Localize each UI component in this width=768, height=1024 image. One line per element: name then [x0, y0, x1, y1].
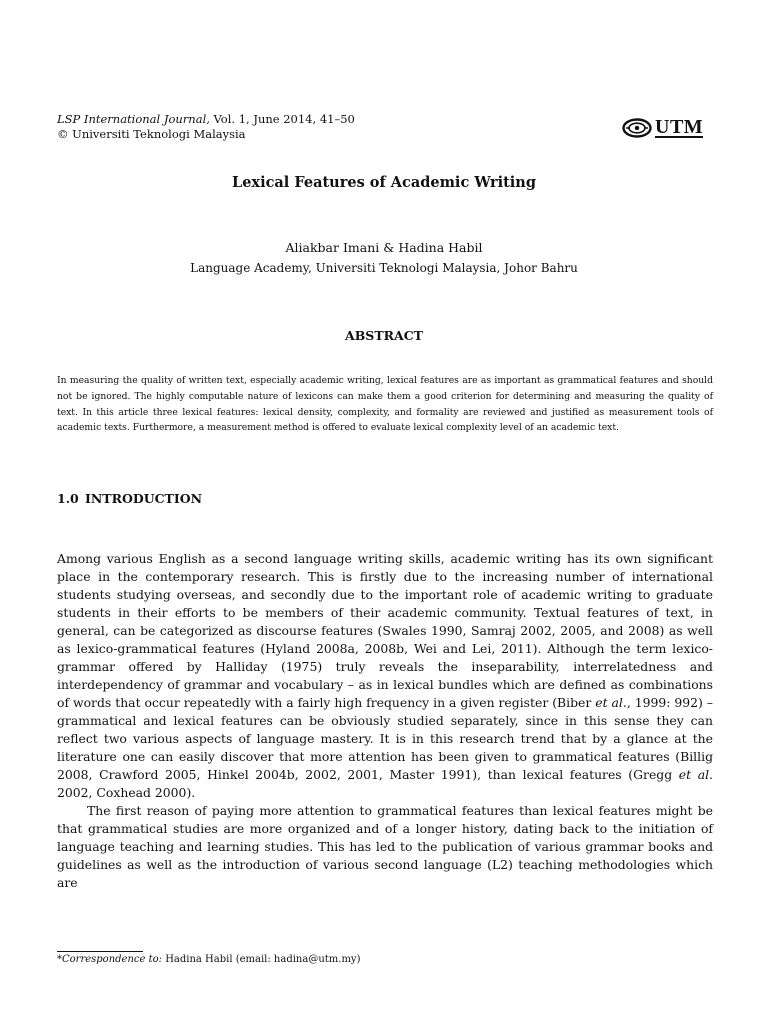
footnote-text: Hadina Habil (email: hadina@utm.my) — [162, 954, 361, 965]
journal-citation — [57, 112, 355, 142]
paragraph-2: The first reason of paying more attention to grammatical features than lexical features might be that grammatical studies are more organized and of a longer history, dating back to the initiation of language teaching and learning studies. This has led to the publication of various grammar books and guidelines as well as the introduction of various second language (L2) teaching methodologies which are — [57, 803, 713, 890]
footnote — [57, 954, 360, 965]
section-heading — [57, 491, 202, 506]
abstract-text: In measuring the quality of written text, especially academic writing, lexical features are as important as grammatical features and should not be ignored. The highly computable nature of lexicons can make them a good criterion for determining and measuring the quality of text. In this article three lexical features: lexical density, complexity, and formality are reviewed and justified as measurement tools of academic texts. Furthermore, a measurement method is offered to evaluate lexical complexity level of an academic text. — [57, 375, 713, 434]
utm-logo — [622, 118, 703, 138]
paragraph-1-part-c: 2002, Coxhead 2000). — [57, 785, 196, 800]
footnote-label: *Correspondence to: — [57, 954, 163, 965]
introduction-body — [57, 550, 713, 892]
et-al-italic: et al. — [595, 695, 627, 710]
affiliation: Language Academy, Universiti Teknologi Malaysia, Johor Bahru — [190, 261, 578, 275]
journal-line — [57, 112, 355, 127]
journal-details: Vol. 1, June 2014, 41–50 — [209, 112, 355, 126]
journal-name: LSP International Journal, — [57, 112, 210, 126]
footnote-rule — [57, 951, 143, 952]
utm-crest-icon — [622, 118, 652, 138]
abstract-heading: ABSTRACT — [345, 328, 423, 343]
authors: Aliakbar Imani & Hadina Habil — [285, 240, 483, 255]
section-title: INTRODUCTION — [85, 491, 203, 506]
paper-title: Lexical Features of Academic Writing — [232, 174, 536, 191]
section-number: 1.0 — [57, 491, 79, 506]
logo-text: UTM — [655, 116, 704, 138]
paragraph-1 — [57, 550, 713, 802]
et-al-italic: et al. — [678, 767, 713, 782]
paragraph-1-part-a: Among various English as a second language writing skills, academic writing has its own significant place in the contemporary research. This is firstly due to the increasing number of international students studying overseas, and secondly due to the important role of academic writing to graduate students in their efforts to be members of their academic community. Textual features of text, in general, can be categorized as discourse features (Swales 1990, Samraj 2002, 2005, and 2008) as well as lexico-grammatical features (Hyland 2008a, 2008b, Wei and Lei, 2011). Although the term lexico-grammar offered by Halliday (1975) truly reveals the inseparability, interrelatedness and interdependency of grammar and vocabulary – as in lexical bundles which are defined as combinations of words that occur repeatedly with a fairly high frequency in a given register (Biber — [57, 551, 713, 710]
paragraph-1-part-b: , 1999: 992) – grammatical and lexical features can be obviously studied separately, since in this sense they can reflect two various aspects of language mastery. It is in this research trend that by a glance at the literature one can easily discover that more attention has been given to grammatical features (Billig 2008, Crawford 2005, Hinkel 2004b, 2002, 2001, Master 1991), than lexical features (Gregg — [57, 695, 713, 782]
copyright-line: © Universiti Teknologi Malaysia — [57, 127, 246, 141]
